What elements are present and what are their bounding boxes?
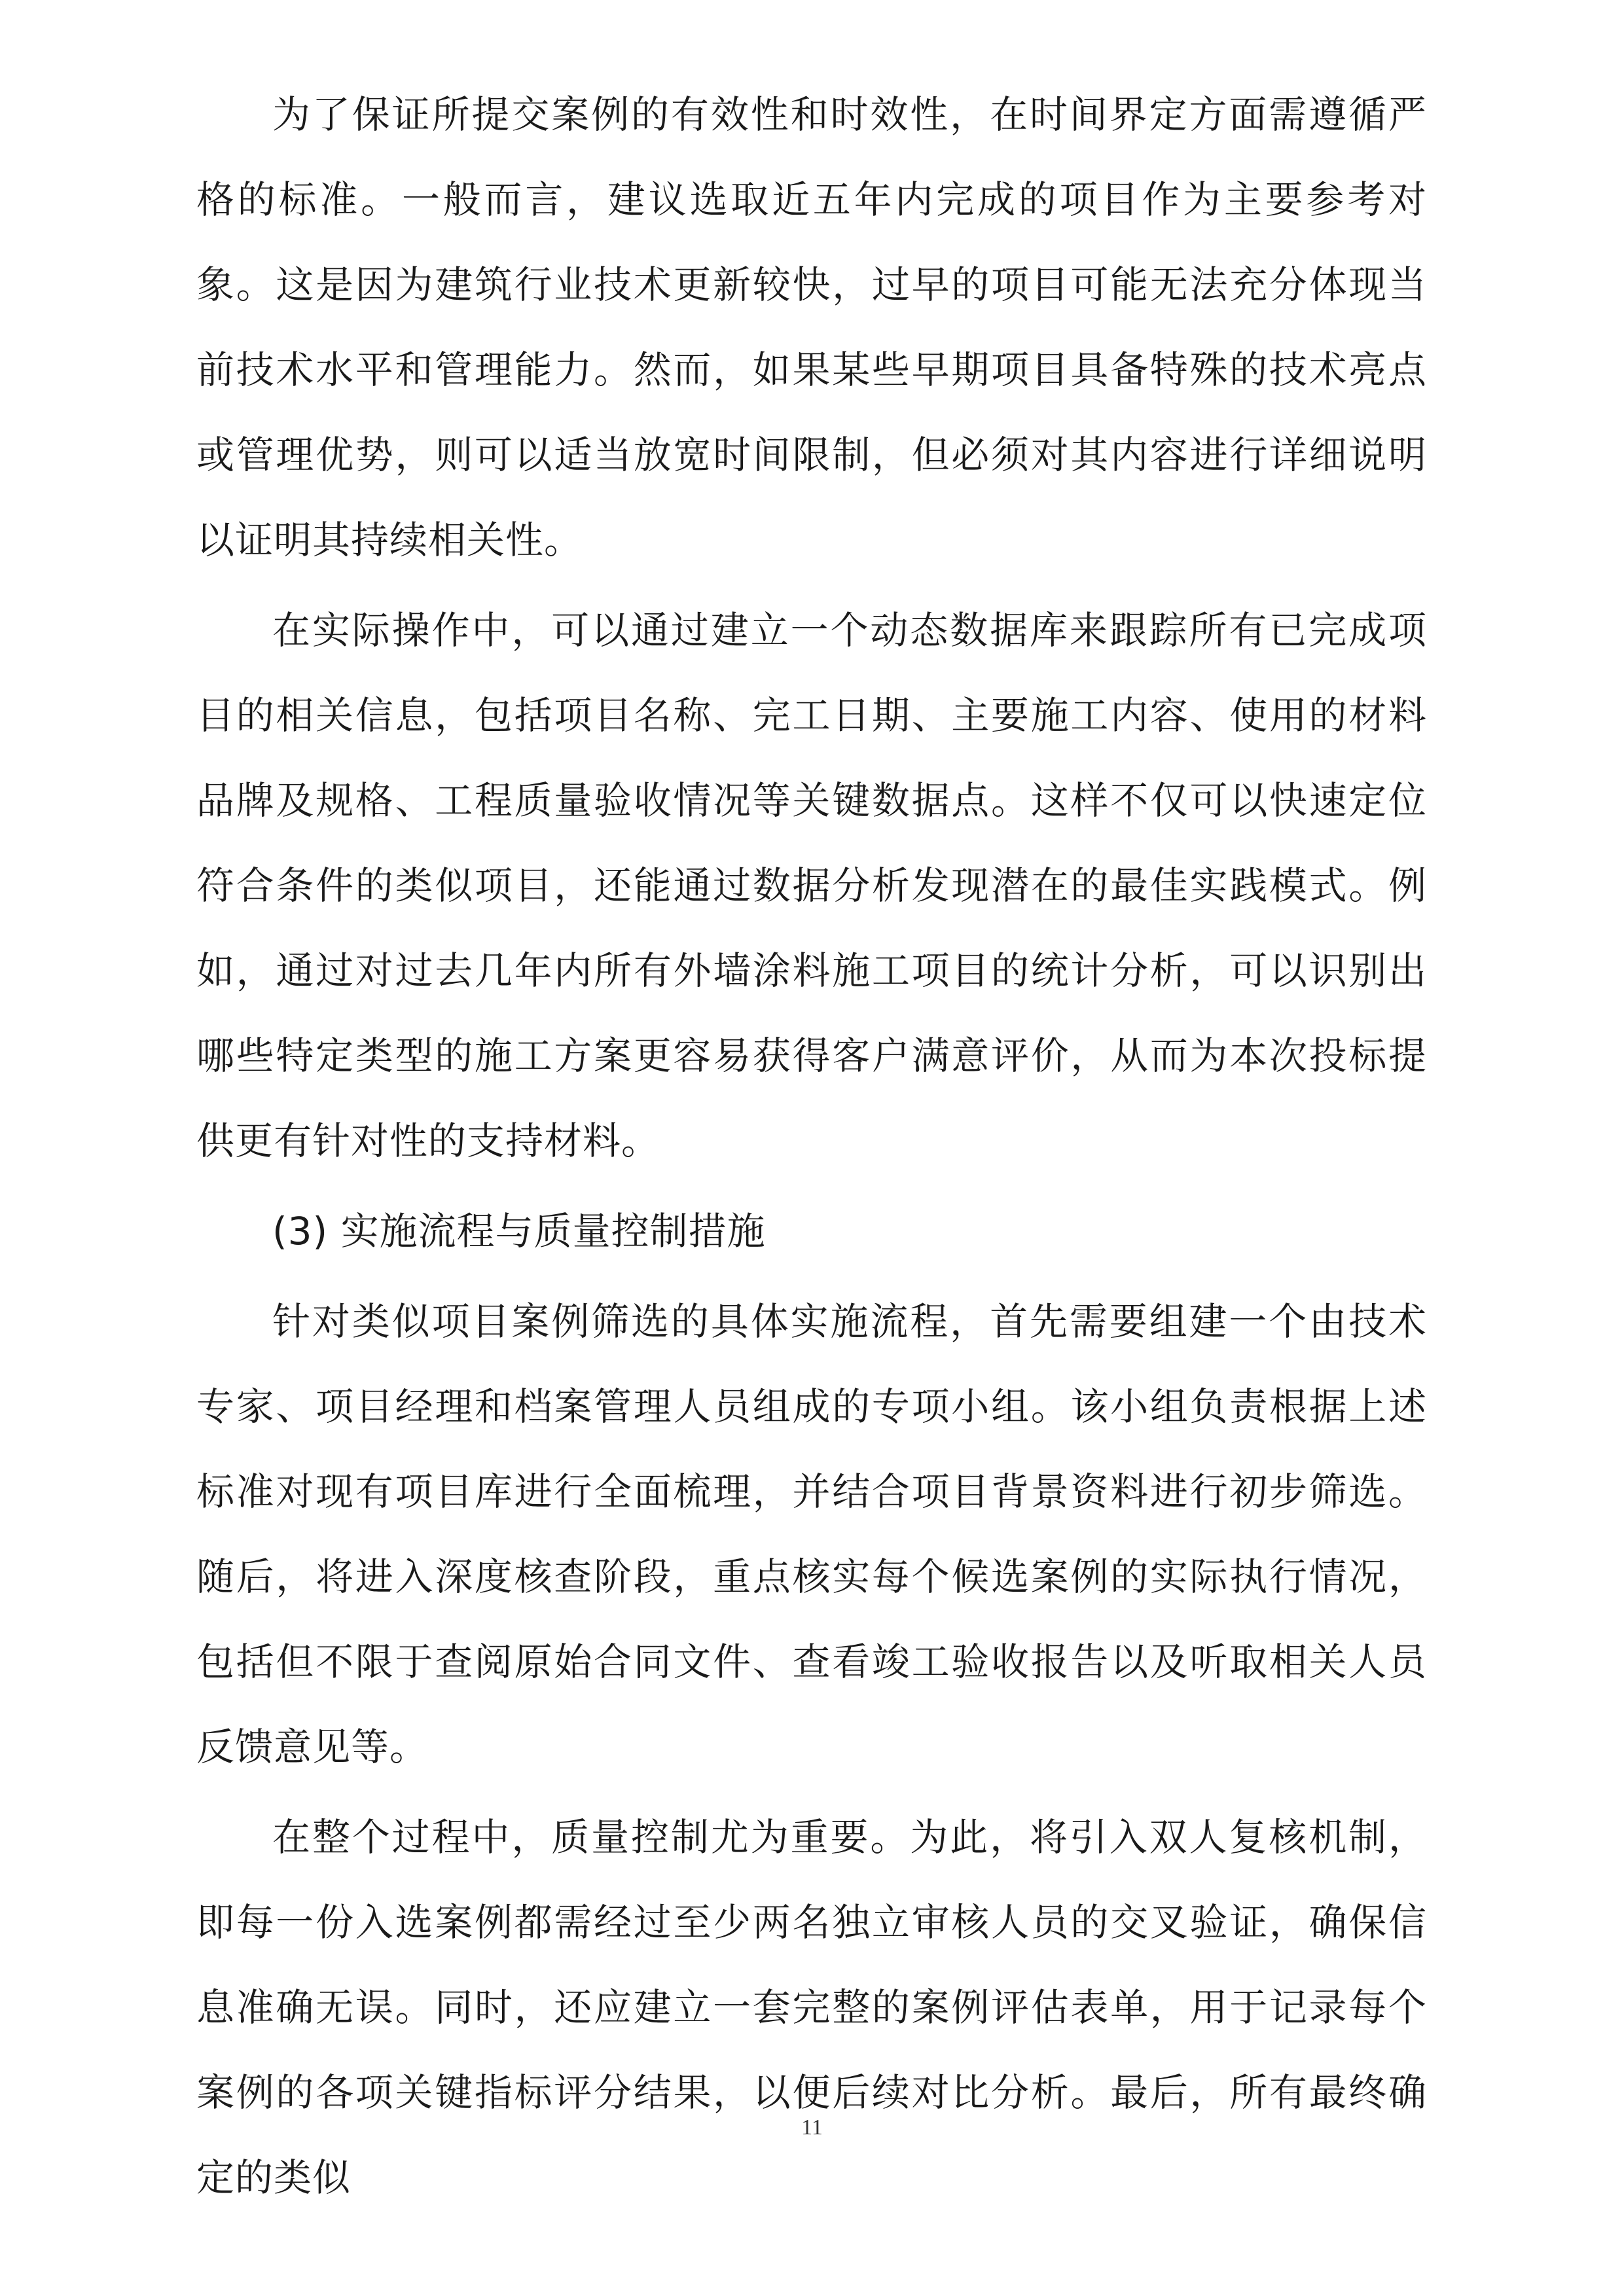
- document-body: [196, 72, 1427, 2225]
- paragraph-process: 针对类似项目案例筛选的具体实施流程，首先需要组建一个由技术专家、项目经理和档案管理人员组成的专项小组。该小组负责根据上述标准对现有项目库进行全面梳理，并结合项目背景资料进行初步筛选。随后，将进入深度核查阶段，重点核实每个候选案例的实际执行情况，包括但不限于查阅原始合同文件、查看竣工验收报告以及听取相关人员反馈意见等。: [196, 1299, 1427, 1769]
- paragraph-database: 在实际操作中，可以通过建立一个动态数据库来跟踪所有已完成项目的相关信息，包括项目名称、完工日期、主要施工内容、使用的材料品牌及规格、工程质量验收情况等关键数据点。这样不仅可以快速定位符合条件的类似项目，还能通过数据分析发现潜在的最佳实践模式。例如，通过对过去几年内所有外墙涂料施工项目的统计分析，可以识别出哪些特定类型的施工方案更容易获得客户满意评价，从而为本次投标提供更有针对性的支持材料。: [196, 608, 1427, 1163]
- page-number: 11: [801, 2115, 823, 2140]
- paragraph-quality-control: 在整个过程中，质量控制尤为重要。为此，将引入双人复核机制，即每一份入选案例都需经过至少两名独立审核人员的交叉验证，确保信息准确无误。同时，还应建立一套完整的案例评估表单，用于记录每个案例的各项关键指标评分结果，以便后续对比分析。最后，所有最终确定的类似: [196, 1815, 1427, 2200]
- section-heading: (3) 实施流程与质量控制措施: [272, 1209, 766, 1253]
- paragraph-time-criteria: 为了保证所提交案例的有效性和时效性，在时间界定方面需遵循严格的标准。一般而言，建议选取近五年内完成的项目作为主要参考对象。这是因为建筑行业技术更新较快，过早的项目可能无法充分体现当前技术水平和管理能力。然而，如果某些早期项目具备特殊的技术亮点或管理优势，则可以适当放宽时间限制，但必须对其内容进行详细说明以证明其持续相关性。: [196, 92, 1427, 562]
